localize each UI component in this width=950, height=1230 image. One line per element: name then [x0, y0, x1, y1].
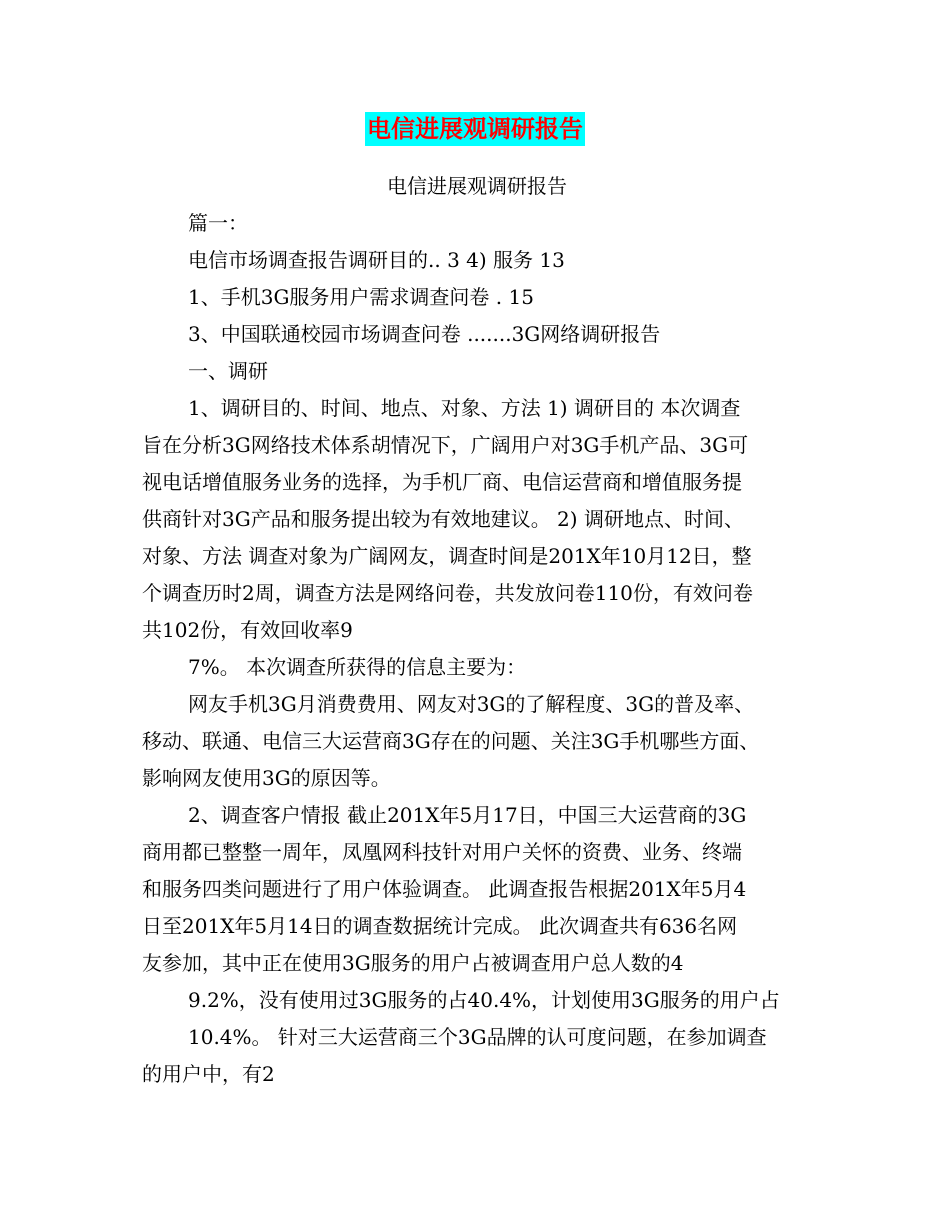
- text-line: 日至201X年5月14日的调查数据统计完成。 此次调查共有636名网: [142, 914, 738, 938]
- text-line: 一、调研: [188, 359, 268, 383]
- text-line: 3、中国联通校园市场调查问卷 .......3G网络调研报告: [188, 322, 661, 346]
- text-line: 的用户中，有2: [142, 1062, 275, 1086]
- text-line: 旨在分析3G网络技术体系胡情况下，广阔用户对3G手机产品、3G可: [142, 433, 749, 457]
- text-line: 影响网友使用3G的原因等。: [142, 766, 391, 790]
- text-line: 7%。 本次调查所获得的信息主要为：: [188, 655, 527, 679]
- text-line: 友参加，其中正在使用3G服务的用户占被调查用户总人数的4: [142, 951, 684, 975]
- document-body: [142, 168, 812, 1093]
- text-line: 对象、方法 调查对象为广阔网友，调查时间是201X年10月12日，整: [142, 544, 752, 568]
- text-line: 1、手机3G服务用户需求调查问卷 . 15: [188, 285, 534, 309]
- text-line: 和服务四类问题进行了用户体验调查。 此调查报告根据201X年5月4: [142, 877, 747, 901]
- text-line: 网友手机3G月消费费用、网友对3G的了解程度、3G的普及率、: [188, 692, 755, 716]
- text-line: 篇一：: [188, 211, 248, 235]
- text-line: 个调查历时2周，调查方法是网络问卷，共发放问卷110份，有效问卷: [142, 581, 753, 605]
- text-line: 10.4%。 针对三大运营商三个3G品牌的认可度问题，在参加调查: [188, 1025, 767, 1049]
- text-line: 9.2%，没有使用过3G服务的占40.4%，计划使用3G服务的用户占: [188, 988, 780, 1012]
- text-line: 1、调研目的、时间、地点、对象、方法 1) 调研目的 本次调查: [188, 396, 741, 420]
- document-subtitle: 电信进展观调研报告: [387, 174, 567, 198]
- text-line: 电信市场调查报告调研目的.. 3 4) 服务 13: [188, 248, 565, 272]
- text-line: 供商针对3G产品和服务提出较为有效地建议。 2) 调研地点、时间、: [142, 507, 744, 531]
- document-title: 电信进展观调研报告: [365, 112, 585, 146]
- text-line: 商用都已整整一周年，凤凰网科技针对用户关怀的资费、业务、终端: [142, 840, 742, 864]
- text-line: 视电话增值服务业务的选择，为手机厂商、电信运营商和增值服务提: [142, 470, 742, 494]
- text-line: 共102份，有效回收率9: [142, 618, 353, 642]
- text-line: 2、调查客户情报 截止201X年5月17日，中国三大运营商的3G: [188, 803, 747, 827]
- title-container: [0, 112, 950, 146]
- text-line: 移动、联通、电信三大运营商3G存在的问题、关注3G手机哪些方面、: [142, 729, 760, 753]
